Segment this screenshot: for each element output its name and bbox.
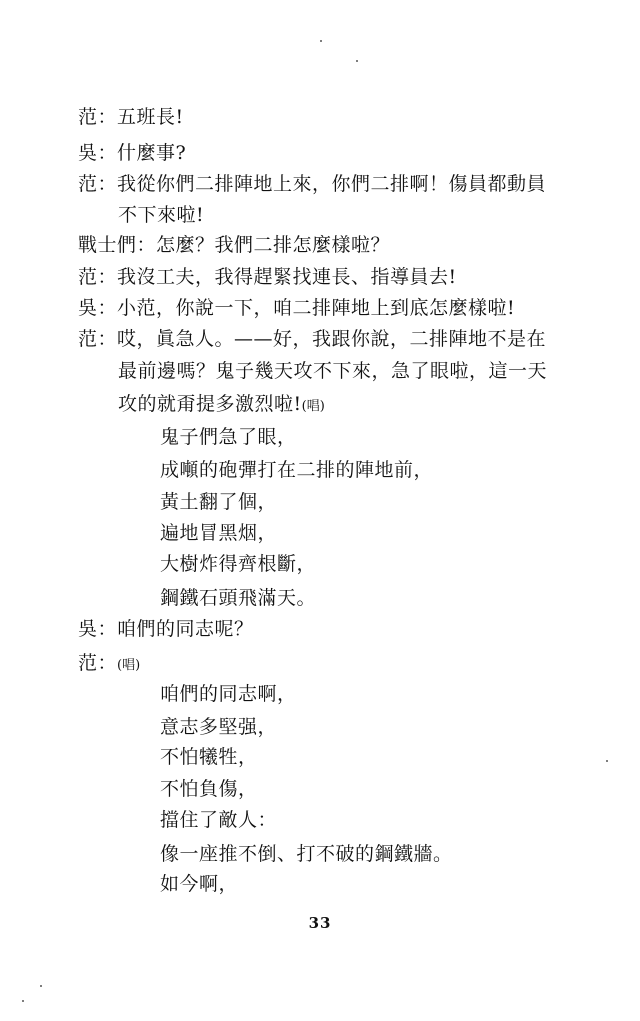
stage-direction: (唱) xyxy=(117,658,141,673)
page-number: 33 xyxy=(308,914,332,932)
verse-line: 成噸的砲彈打在二排的陣地前， xyxy=(160,459,434,481)
verse-line: 不怕負傷， xyxy=(160,778,258,800)
speaker-label: 范： xyxy=(78,652,118,674)
dialogue-line: 范：哎，眞急人。——好，我跟你說，二排陣地不是在 xyxy=(78,328,547,350)
verse-line: 遍地冒黑烟， xyxy=(160,522,278,544)
dialogue-continuation xyxy=(118,389,325,419)
stage-direction: (唱) xyxy=(301,399,325,414)
scan-speck xyxy=(320,40,322,42)
dialogue-line: 范：我沒工夫，我得趕緊找連長、指導員去! xyxy=(78,266,457,288)
dialogue-line: 范：五班長! xyxy=(78,106,184,128)
dialogue-line: 戰士們：怎麼？我們二排怎麼樣啦？ xyxy=(78,234,391,256)
scan-speck xyxy=(606,760,608,762)
verse-line: 像一座推不倒、打不破的鋼鐵牆。 xyxy=(160,843,453,865)
scan-speck xyxy=(22,1000,24,1002)
dialogue-line xyxy=(78,648,140,678)
verse-line: 黃土翻了個， xyxy=(160,491,278,513)
dialogue-line: 吳：小范，你說一下，咱二排陣地上到底怎麼樣啦! xyxy=(78,297,516,319)
verse-line: 大樹炸得齊根斷， xyxy=(160,553,317,575)
verse-line: 鬼子們急了眼， xyxy=(160,426,297,448)
verse-line: 鋼鐵石頭飛滿天。 xyxy=(160,587,317,609)
verse-line: 如今啊， xyxy=(160,873,239,895)
dialogue-continuation: 最前邊嗎？鬼子幾天攻不下來，急了眼啦，這一天 xyxy=(118,360,548,382)
dialogue-line: 吳：咱們的同志呢？ xyxy=(78,618,254,640)
scan-speck xyxy=(40,985,42,987)
dialogue-line: 吳：什麼事? xyxy=(78,142,187,164)
verse-line: 咱們的同志啊， xyxy=(160,683,297,705)
dialogue-continuation: 不下來啦! xyxy=(118,204,205,226)
scan-speck xyxy=(356,60,358,62)
verse-line: 意志多堅强， xyxy=(160,716,278,738)
verse-line: 不怕犧牲， xyxy=(160,746,258,768)
dialogue-text: 攻的就甭提多激烈啦! xyxy=(118,393,302,415)
verse-line: 擋住了敵人： xyxy=(160,809,278,831)
dialogue-line: 范：我從你們二排陣地上來，你們二排啊！傷員都動員 xyxy=(78,173,547,195)
